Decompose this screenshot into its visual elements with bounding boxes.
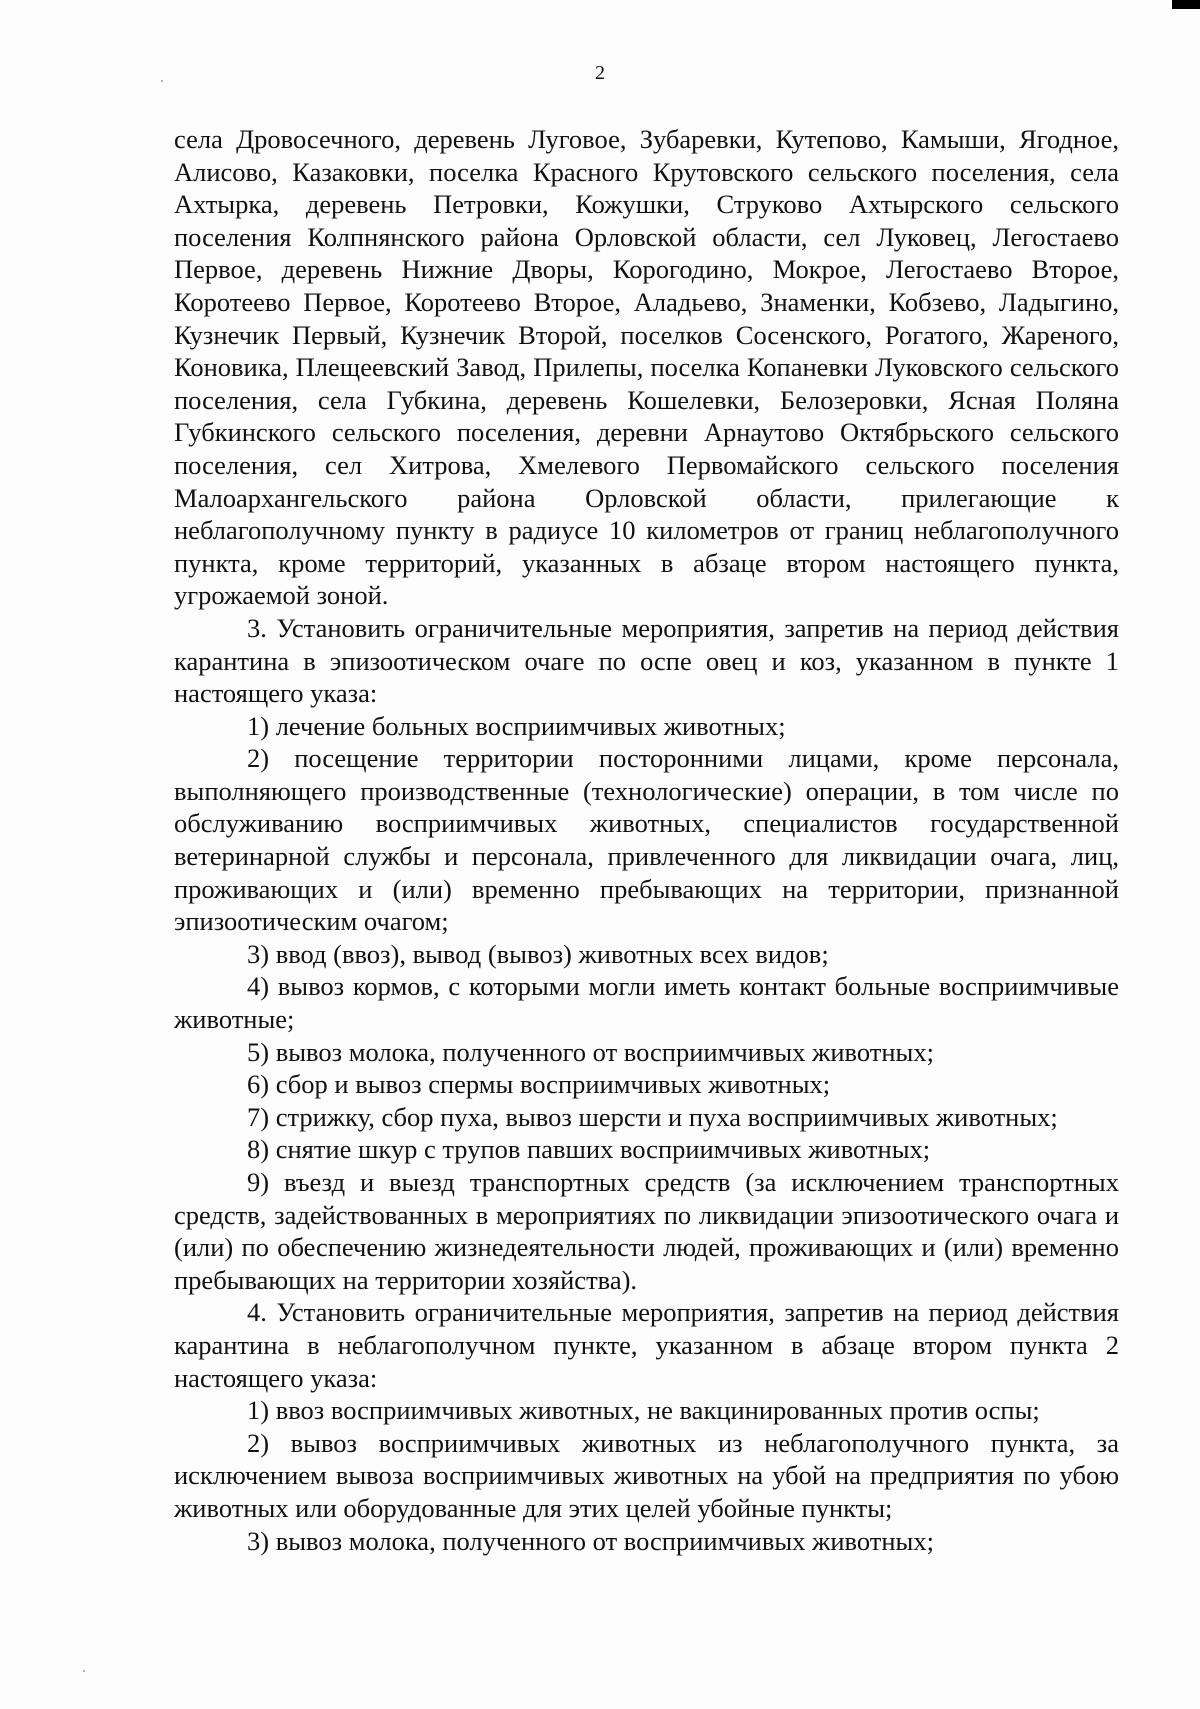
paragraph-continuation: села Дровосечного, деревень Луговое, Зубаревки, Кутепово, Камыши, Ягодное, Алисово, Казаковки, поселка Красного Крутовского сельского поселения, села Ахтырка, деревень Петровки, Кожушки, Струково Ахтырского сельского поселения Колпнянского района Орловской области, сел Луковец, Легостаево Первое, деревень Нижние Дворы, Корогодино, Мокрое, Легостаево Второе, Коротеево Первое, Коротеево Второе, Аладьево, Знаменки, Кобзево, Ладыгино, Кузнечик Первый, Кузнечик Второй, поселков Сосенского, Рогатого, Жареного, Коновика, Плещеевский Завод, Прилепы, поселка Копаневки Луковского сельского поселения, села Губкина, деревень Кошелевки, Белозеровки, Ясная Поляна Губкинского сельского поселения, деревни Арнаутово Октябрьского сельского поселения, сел Хитрова, Хмелевого Первомайского сельского поселения Малоархангельского района Орловской области, прилегающие к неблагополучному пункту в радиусе 10 километров от границ неблагополучного пункта, кроме территорий, указанных в абзаце втором настоящего пункта, угрожаемой зоной. xyxy=(174,124,1119,611)
list-item: 9) въезд и выезд транспортных средств (за исключением транспортных средств, задействованных в мероприятиях по ликвидации эпизоотического очага и (или) по обеспечению жизнедеятельности людей, проживающих и (или) временно пребывающих на территории хозяйства). xyxy=(174,1167,1119,1295)
list-item: 3) вывоз молока, полученного от восприимчивых животных; xyxy=(247,1525,934,1556)
list-item: 7) стрижку, сбор пуха, вывоз шерсти и пуха восприимчивых животных; xyxy=(247,1101,1058,1132)
paragraph-item-3: 3. Установить ограничительные мероприятия, запретив на период действия карантина в эпизоотическом очаге по оспе овец и коз, указанном в пункте 1 настоящего указа: xyxy=(174,612,1119,709)
paragraph-item-4: 4. Установить ограничительные мероприятия, запретив на период действия карантина в неблагополучном пункте, указанном в абзаце втором пункта 2 настоящего указа: xyxy=(174,1297,1119,1393)
page-number: 2 xyxy=(595,62,605,84)
list-item: 2) вывоз восприимчивых животных из неблагополучного пункта, за исключением вывоза восприимчивых животных на убой на предприятия по убою животных или оборудованные для этих целей убойные пункты; xyxy=(174,1427,1119,1523)
list-item: 6) сбор и вывоз спермы восприимчивых животных; xyxy=(247,1069,831,1100)
list-item: 4) вывоз кормов, с которыми могли иметь контакт больные восприимчивые животные; xyxy=(174,971,1119,1035)
list-item: 1) лечение больных восприимчивых животных; xyxy=(247,710,786,741)
list-item: 2) посещение территории посторонними лицами, кроме персонала, выполняющего производственные (технологические) операции, в том числе по обслуживанию восприимчивых животных, специалистов государственной ветеринарной службы и персонала, привлеченного для ликвидации очага, лиц, проживающих и (или) временно пребывающих на территории, признанной эпизоотическим очагом; xyxy=(174,743,1119,937)
document-body xyxy=(174,123,1119,1557)
list-item: 5) вывоз молока, полученного от восприимчивых животных; xyxy=(247,1036,934,1067)
list-item: 3) ввод (ввоз), вывод (вывоз) животных всех видов; xyxy=(247,938,829,969)
scan-corner-mark xyxy=(1172,0,1200,9)
scan-speck xyxy=(83,1670,85,1672)
list-item: 1) ввоз восприимчивых животных, не вакцинированных против оспы; xyxy=(247,1395,1040,1426)
list-item: 8) снятие шкур с трупов павших восприимчивых животных; xyxy=(247,1134,931,1165)
